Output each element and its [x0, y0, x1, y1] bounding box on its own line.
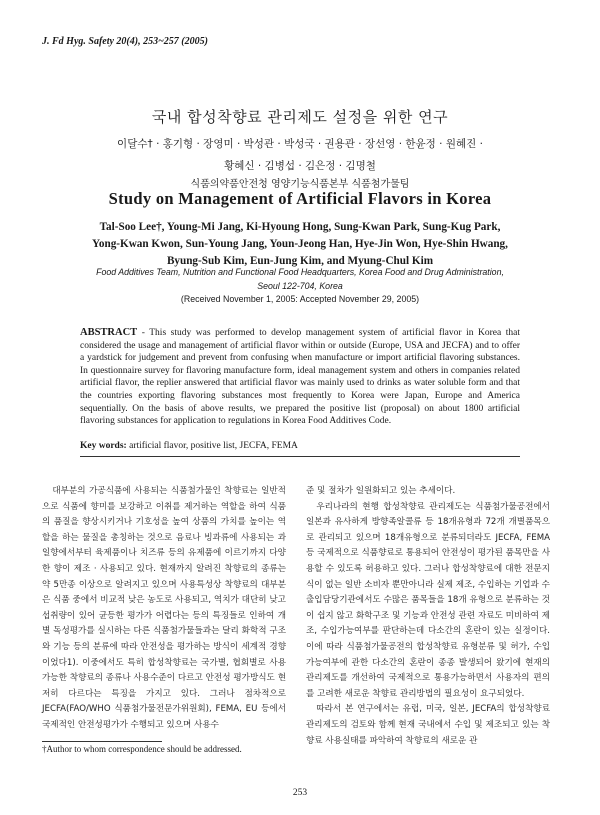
received-dates: (Received November 1, 2005: Accepted November 29, 2005) [180, 294, 420, 304]
body-column-right [306, 484, 550, 794]
english-affiliation-line2: Seoul 122-704, Korea [257, 281, 343, 291]
body-paragraph: 따라서 본 연구에서는 유럽, 미국, 일본, JECFA의 합성착향료 관리제도의 검토와 함께 현재 국내에서 수입 및 제조되고 있는 착향료 사용실태를 파악하여 착향료의 새로운 관 [306, 704, 550, 746]
keywords [80, 441, 520, 451]
body-column-left [42, 484, 286, 730]
body-paragraph: 준 및 절차가 일원화되고 있는 추세이다. [306, 486, 456, 496]
keywords-text: artificial flavor, positive list, JECFA, FEMA [126, 441, 298, 451]
abstract-text: - This study was performed to develop management system of artificial flavor in Korea that considered the usage and management of artificial flavor within or outside (Europe, USA and JECFA) and to offer a yardstick for judgement and prevent from confusing when manufacture or import artificial flavoring substances. In questionnaire survey for flavoring manufacture form, ideal management system and others in companies related artificial flavor, the replier answered that artificial flavor was mainly used to drinks as water soluble form and that the countries exporting flavoring substances most frequently to Korea were Japan, Europe and America sequentially. On the basis of above results, we prepared the positive list (proposal) on about 1800 artificial flavoring substances for application to regulations in Korea Food Additives Code. [80, 328, 520, 427]
english-authors [72, 219, 528, 270]
abstract [80, 327, 520, 428]
english-affiliation-line1: Food Additives Team, Nutrition and Functional Food Headquarters, Korea Food and Drug Administration, [96, 267, 504, 277]
korean-authors-line2: 황혜신 · 김병섭 · 김은정 · 김명철 [224, 160, 376, 172]
section-divider [80, 456, 520, 457]
english-affiliation [40, 265, 560, 293]
english-authors-line1: Tal-Soo Lee†, Young-Mi Jang, Ki-Hyoung Hong, Sung-Kwan Park, Sung-Kug Park, [99, 221, 501, 233]
footnote: †Author to whom correspondence should be addressed. [42, 744, 242, 754]
korean-affiliation: 식품의약품안전청 영양기능식품본부 식품첨가물팀 [190, 179, 410, 190]
english-title: Study on Management of Artificial Flavors in Korea [108, 189, 492, 208]
footnote-divider [42, 741, 162, 742]
english-authors-line3: Byung-Sub Kim, Eun-Jung Kim, and Myung-Chul Kim [166, 255, 434, 267]
journal-citation: J. Fd Hyg. Safety 20(4), 253~257 (2005) [42, 36, 208, 47]
korean-authors [70, 133, 530, 177]
body-paragraph: 대부분의 가공식품에 사용되는 식품첨가물인 착향료는 일반적으로 식품에 향미를 보강하고 이취를 제거하는 역할을 하여 식품의 품질을 향상시키거나 기호성을 높여 상품의 가치를 높이는 역할을 하는 물질을 총칭하는 것으로 음료나 빙과류에 사용되는 과일향에서부터 육제품이나 치즈류 등의 유제품에 이르기까지 다양한 향이 제조 · 사용되고 있다. 현재까지 알려진 착향료의 종류는 약 5만종 이상으로 알려지고 있으며 사용특성상 착향료의 대부분은 식품 중에서 비교적 낮은 농도로 사용되고, 역치가 대단히 낮고 섭취량이 있어 균등한 평가가 어렵다는 등의 특징들로 인하여 개별 독성평가를 실시하는 다른 식품첨가물들과는 달리 화학적 구조와 기능 등의 분류에 따라 안전성을 평가하는 방식이 세계적 경향이었다1). 이중에서도 특히 합성착향료는 국가별, 협회별로 사용가능한 착향료의 종류나 사용수준이 다르고 안전성 평가방식도 현저히 다르다는 특징을 가지고 있다. 그러나 점차적으로 JECFA(FAO/WHO 식품첨가물전문가위원회), FEMA, EU 등에서 국제적인 안전성평가가 수행되고 있으며 사용수 [42, 486, 286, 730]
body-paragraph: 우리나라의 현행 합성착향료 관리제도는 식품첨가물공전에서 일본과 유사하게 방향족알콜류 등 18개유형과 72개 개별품목으로 관리되고 있으며 18개유형으로 분류되더라도 JECFA, FEMA 등 국제적으로 식품향료로 통용되어 안전성이 평가된 품목만을 사용할 수 있도록 허용하고 있다. 그러나 합성착향료에 대한 전문지식이 없는 일반 소비자 뿐만아니라 실제 제조, 수입하는 기업과 수출입담당기관에서도 수많은 품목들을 18개 유형으로 분류하는 것이 쉽지 않고 화학구조 및 기능과 안전성 관련 자료도 미비하여 제조, 수입가능여부를 판단하는데 다소간의 혼란이 있는 실정이다. 이에 따라 식품첨가물공전의 합성착향료 유형분류 및 허가, 수입 가능여부에 관한 다소간의 혼란이 종종 발생되어 왔기에 현재의 관리제도를 개선하여 국제적으로 통용가능하면서 사용자의 편의를 고려한 새로운 착향료 관리방법의 필요성이 요구되었다. [306, 501, 550, 699]
korean-authors-line1: 이달수† · 홍기형 · 장영미 · 박성관 · 박성국 · 권용관 · 장선영 · 한윤정 · 원혜진 · [117, 138, 483, 150]
keywords-label: Key words: [80, 441, 127, 451]
page-number: 253 [292, 788, 308, 798]
korean-title: 국내 합성착향료 관리제도 설정을 위한 연구 [151, 108, 449, 126]
english-authors-line2: Yong-Kwan Kwon, Sun-Young Jang, Youn-Jeong Han, Hye-Jin Won, Hye-Shin Hwang, [92, 238, 508, 250]
abstract-label: ABSTRACT [80, 327, 138, 338]
